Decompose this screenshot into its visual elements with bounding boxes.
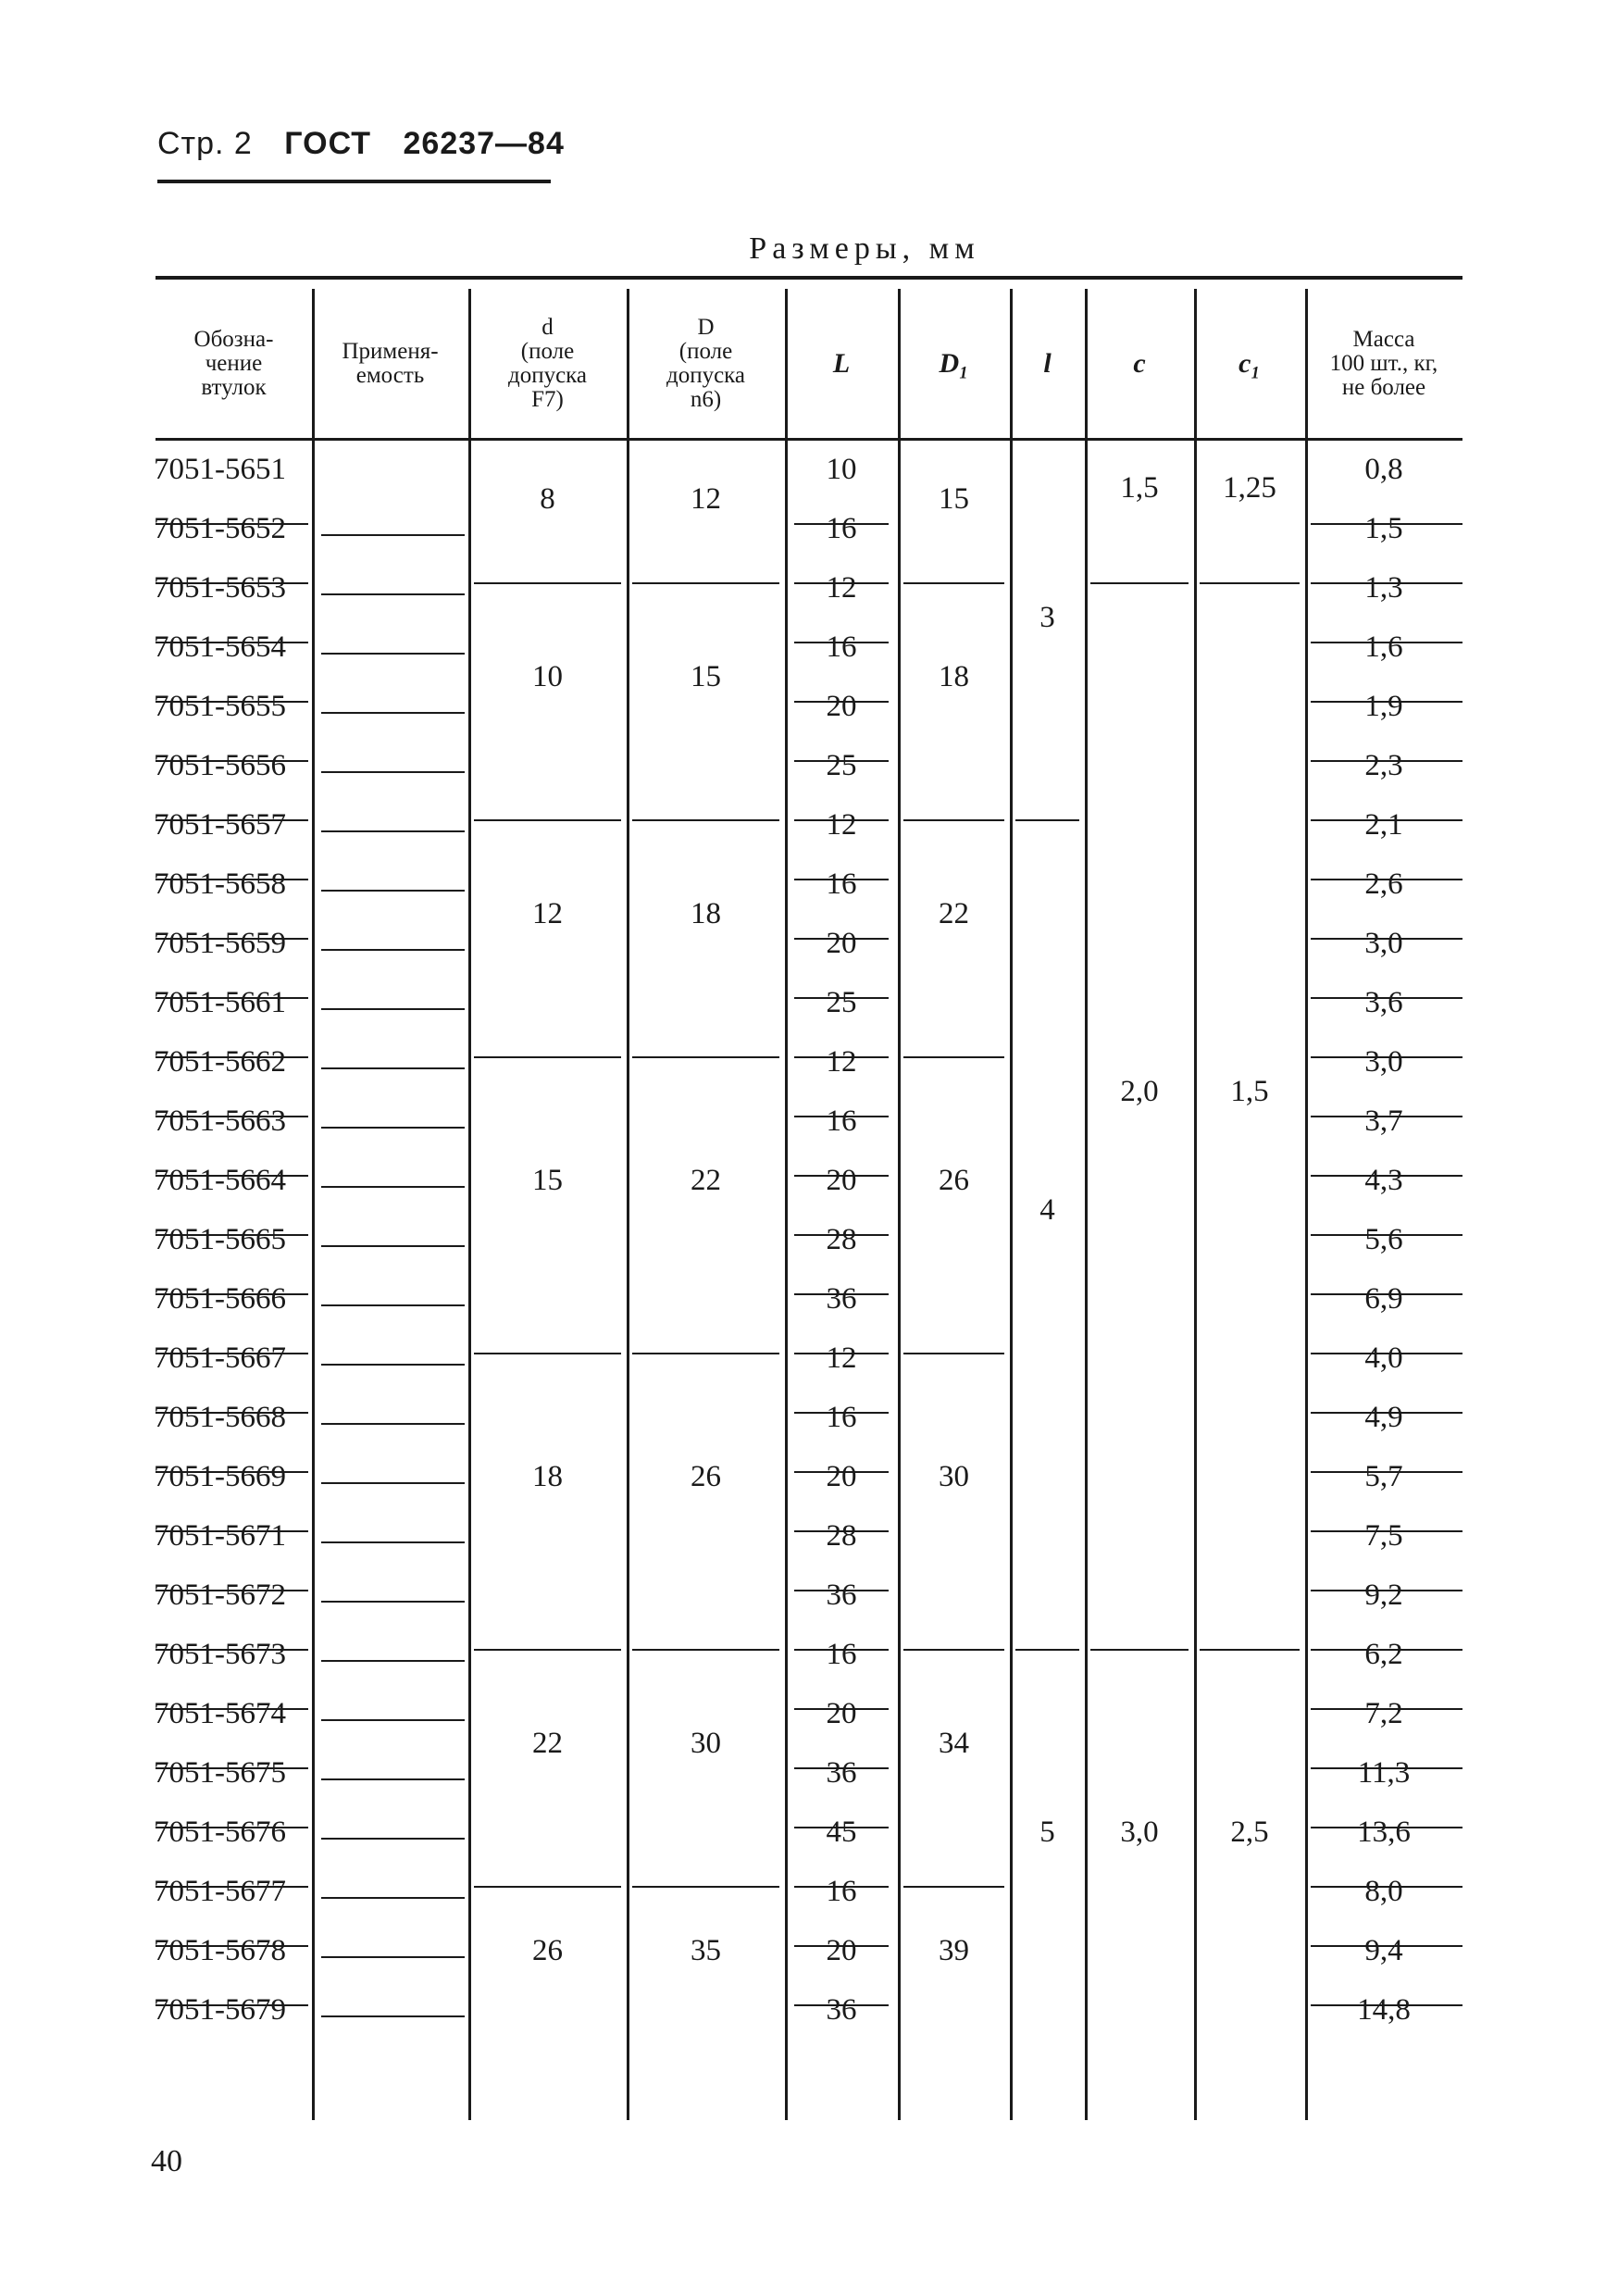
mass-cell: 7,5: [1364, 1519, 1403, 1553]
group-cell-d: 10: [532, 660, 563, 693]
applicability-underline: [321, 1304, 465, 1306]
l-length-cell: 10: [826, 453, 857, 486]
l-length-cell: 12: [826, 808, 857, 842]
group-divider-l: [1015, 1649, 1079, 1651]
l-length-cell: 12: [826, 1341, 857, 1375]
group-divider-d: [474, 582, 621, 584]
group-cell-c1: 1,5: [1230, 1075, 1269, 1108]
applicability-underline: [321, 2015, 465, 2017]
designation-cell: 7051-5653: [154, 571, 286, 605]
group-divider-d: [474, 819, 621, 821]
designation-cell: 7051-5676: [154, 1816, 286, 1849]
l-length-cell: 25: [826, 749, 857, 782]
group-cell-d: 26: [691, 1460, 721, 1493]
designation-cell: 7051-5656: [154, 749, 286, 782]
applicability-underline: [321, 593, 465, 595]
mass-cell: 1,5: [1364, 512, 1403, 545]
designation-cell: 7051-5657: [154, 808, 286, 842]
mass-cell: 2,6: [1364, 867, 1403, 901]
l-length-cell: 20: [826, 690, 857, 723]
standard-label: ГОСТ: [284, 126, 372, 161]
designation-cell: 7051-5651: [154, 453, 286, 486]
group-cell-c: 3,0: [1120, 1816, 1159, 1849]
group-cell-d1: 22: [939, 897, 969, 930]
applicability-underline: [321, 890, 465, 892]
designation-cell: 7051-5677: [154, 1875, 286, 1908]
l-length-cell: 36: [826, 1993, 857, 2027]
group-cell-l: 4: [1039, 1193, 1055, 1227]
mass-cell: 9,2: [1364, 1578, 1403, 1612]
group-divider-d: [632, 1886, 779, 1888]
group-cell-d: 35: [691, 1934, 721, 1967]
mass-cell: 0,8: [1364, 453, 1403, 486]
l-length-cell: 16: [826, 630, 857, 664]
group-cell-d: 15: [691, 660, 721, 693]
mass-cell: 4,9: [1364, 1401, 1403, 1434]
designation-cell: 7051-5666: [154, 1282, 286, 1316]
column-header-applicability: Применя- емость: [342, 338, 439, 388]
group-cell-l: 5: [1039, 1816, 1055, 1849]
l-length-cell: 20: [826, 1934, 857, 1967]
group-cell-d1: 34: [939, 1727, 969, 1760]
mass-cell: 1,3: [1364, 571, 1403, 605]
l-length-cell: 20: [826, 1460, 857, 1493]
mass-cell: 6,2: [1364, 1638, 1403, 1671]
applicability-underline: [321, 534, 465, 536]
column-divider: [627, 289, 629, 2120]
column-header-d: d (поле допуска F7): [507, 314, 588, 412]
applicability-underline: [321, 653, 465, 655]
group-cell-d: 26: [532, 1934, 563, 1967]
mass-cell: 3,0: [1364, 927, 1403, 960]
mass-cell: 4,3: [1364, 1164, 1403, 1197]
designation-cell: 7051-5663: [154, 1104, 286, 1138]
designation-cell: 7051-5674: [154, 1697, 286, 1730]
applicability-underline: [321, 949, 465, 951]
page-label: Стр. 2: [157, 126, 253, 161]
designation-cell: 7051-5673: [154, 1638, 286, 1671]
applicability-underline: [321, 1778, 465, 1780]
mass-cell: 5,6: [1364, 1223, 1403, 1256]
mass-cell: 3,7: [1364, 1104, 1403, 1138]
group-cell-d: 22: [691, 1164, 721, 1197]
mass-cell: 13,6: [1357, 1816, 1411, 1849]
table-top-rule: [156, 276, 1462, 280]
l-length-cell: 20: [826, 1164, 857, 1197]
designation-cell: 7051-5669: [154, 1460, 286, 1493]
group-cell-d: 15: [532, 1164, 563, 1197]
designation-cell: 7051-5678: [154, 1934, 286, 1967]
column-header-designation: Обозна- чение втулок: [193, 326, 274, 400]
mass-cell: 2,1: [1364, 808, 1403, 842]
group-divider-d1: [903, 1056, 1004, 1058]
applicability-underline: [321, 1956, 465, 1958]
column-divider: [898, 289, 901, 2120]
group-cell-d1: 30: [939, 1460, 969, 1493]
applicability-underline: [321, 1719, 465, 1721]
group-divider-c1: [1200, 1649, 1300, 1651]
group-cell-d: 30: [691, 1727, 721, 1760]
applicability-underline: [321, 1364, 465, 1366]
group-cell-c: 2,0: [1120, 1075, 1159, 1108]
l-length-cell: 16: [826, 1401, 857, 1434]
applicability-underline: [321, 1186, 465, 1188]
applicability-underline: [321, 1008, 465, 1010]
column-divider: [468, 289, 471, 2120]
group-divider-d: [632, 582, 779, 584]
l-length-cell: 36: [826, 1756, 857, 1790]
designation-cell: 7051-5668: [154, 1401, 286, 1434]
l-length-cell: 16: [826, 867, 857, 901]
group-divider-d: [632, 1649, 779, 1651]
group-divider-d: [474, 1353, 621, 1354]
applicability-underline: [321, 771, 465, 773]
group-cell-d: 12: [532, 897, 563, 930]
designation-cell: 7051-5664: [154, 1164, 286, 1197]
group-divider-d1: [903, 582, 1004, 584]
l-length-cell: 28: [826, 1223, 857, 1256]
table-caption: Размеры, мм: [749, 231, 980, 266]
applicability-underline: [321, 712, 465, 714]
applicability-underline: [321, 1482, 465, 1484]
mass-cell: 5,7: [1364, 1460, 1403, 1493]
page-number: 40: [151, 2144, 182, 2178]
designation-cell: 7051-5665: [154, 1223, 286, 1256]
group-divider-d: [474, 1886, 621, 1888]
designation-cell: 7051-5672: [154, 1578, 286, 1612]
l-length-cell: 28: [826, 1519, 857, 1553]
group-cell-d: 8: [540, 482, 555, 516]
group-divider-d1: [903, 1886, 1004, 1888]
group-cell-d1: 18: [939, 660, 969, 693]
applicability-underline: [321, 1601, 465, 1603]
l-length-cell: 36: [826, 1282, 857, 1316]
designation-cell: 7051-5671: [154, 1519, 286, 1553]
mass-cell: 4,0: [1364, 1341, 1403, 1375]
standard-number: 26237—84: [403, 126, 565, 161]
mass-cell: 7,2: [1364, 1697, 1403, 1730]
group-divider-c: [1090, 1649, 1189, 1651]
applicability-underline: [321, 1067, 465, 1069]
group-cell-d: 18: [532, 1460, 563, 1493]
applicability-underline: [321, 1423, 465, 1425]
designation-cell: 7051-5661: [154, 986, 286, 1019]
group-cell-c1: 1,25: [1223, 471, 1276, 505]
mass-cell: 2,3: [1364, 749, 1403, 782]
group-divider-d: [632, 1353, 779, 1354]
group-divider-d1: [903, 1649, 1004, 1651]
applicability-underline: [321, 1541, 465, 1543]
l-length-cell: 16: [826, 1638, 857, 1671]
mass-cell: 14,8: [1357, 1993, 1411, 2027]
applicability-underline: [321, 1245, 465, 1247]
group-divider-c: [1090, 582, 1189, 584]
group-cell-d1: 39: [939, 1934, 969, 1967]
group-divider-d: [474, 1649, 621, 1651]
l-length-cell: 36: [826, 1578, 857, 1612]
group-cell-d: 22: [532, 1727, 563, 1760]
l-length-cell: 16: [826, 1104, 857, 1138]
column-header-l: l: [1043, 347, 1052, 379]
column-header-mass: Масса 100 шт., кг, не более: [1329, 326, 1438, 400]
mass-cell: 1,9: [1364, 690, 1403, 723]
mass-cell: 6,9: [1364, 1282, 1403, 1316]
mass-cell: 8,0: [1364, 1875, 1403, 1908]
group-cell-c1: 2,5: [1230, 1816, 1269, 1849]
l-length-cell: 12: [826, 1045, 857, 1079]
group-divider-d: [632, 819, 779, 821]
column-header-d1: D₁: [939, 347, 969, 379]
group-cell-l: 3: [1039, 601, 1055, 634]
designation-cell: 7051-5658: [154, 867, 286, 901]
designation-cell: 7051-5654: [154, 630, 286, 664]
l-length-cell: 25: [826, 986, 857, 1019]
group-divider-d: [632, 1056, 779, 1058]
applicability-underline: [321, 1127, 465, 1129]
applicability-underline: [321, 1897, 465, 1899]
mass-cell: 9,4: [1364, 1934, 1403, 1967]
designation-cell: 7051-5662: [154, 1045, 286, 1079]
mass-cell: 3,6: [1364, 986, 1403, 1019]
applicability-underline: [321, 1660, 465, 1662]
group-divider-d1: [903, 819, 1004, 821]
group-divider-l: [1015, 819, 1079, 821]
column-header-c: c: [1133, 347, 1146, 379]
group-divider-c1: [1200, 582, 1300, 584]
designation-cell: 7051-5659: [154, 927, 286, 960]
l-length-cell: 16: [826, 1875, 857, 1908]
group-cell-c: 1,5: [1120, 471, 1159, 505]
group-cell-d1: 26: [939, 1164, 969, 1197]
mass-cell: 3,0: [1364, 1045, 1403, 1079]
group-cell-d1: 15: [939, 482, 969, 516]
applicability-underline: [321, 1838, 465, 1840]
column-header-c1: c₁: [1238, 347, 1261, 379]
designation-cell: 7051-5675: [154, 1756, 286, 1790]
column-header-d: D (поле допуска n6): [666, 314, 746, 412]
mass-cell: 11,3: [1357, 1756, 1411, 1790]
applicability-underline: [321, 830, 465, 832]
column-divider: [312, 289, 315, 2120]
l-length-cell: 20: [826, 1697, 857, 1730]
group-cell-d: 18: [691, 897, 721, 930]
l-length-cell: 20: [826, 927, 857, 960]
l-length-cell: 45: [826, 1816, 857, 1849]
group-divider-d: [474, 1056, 621, 1058]
group-divider-d1: [903, 1353, 1004, 1354]
column-header-l: L: [832, 347, 851, 379]
mass-cell: 1,6: [1364, 630, 1403, 664]
designation-cell: 7051-5679: [154, 1993, 286, 2027]
group-cell-d: 12: [691, 482, 721, 516]
designation-cell: 7051-5655: [154, 690, 286, 723]
l-length-cell: 16: [826, 512, 857, 545]
table-header-rule: [156, 438, 1462, 441]
l-length-cell: 12: [826, 571, 857, 605]
designation-cell: 7051-5667: [154, 1341, 286, 1375]
designation-cell: 7051-5652: [154, 512, 286, 545]
